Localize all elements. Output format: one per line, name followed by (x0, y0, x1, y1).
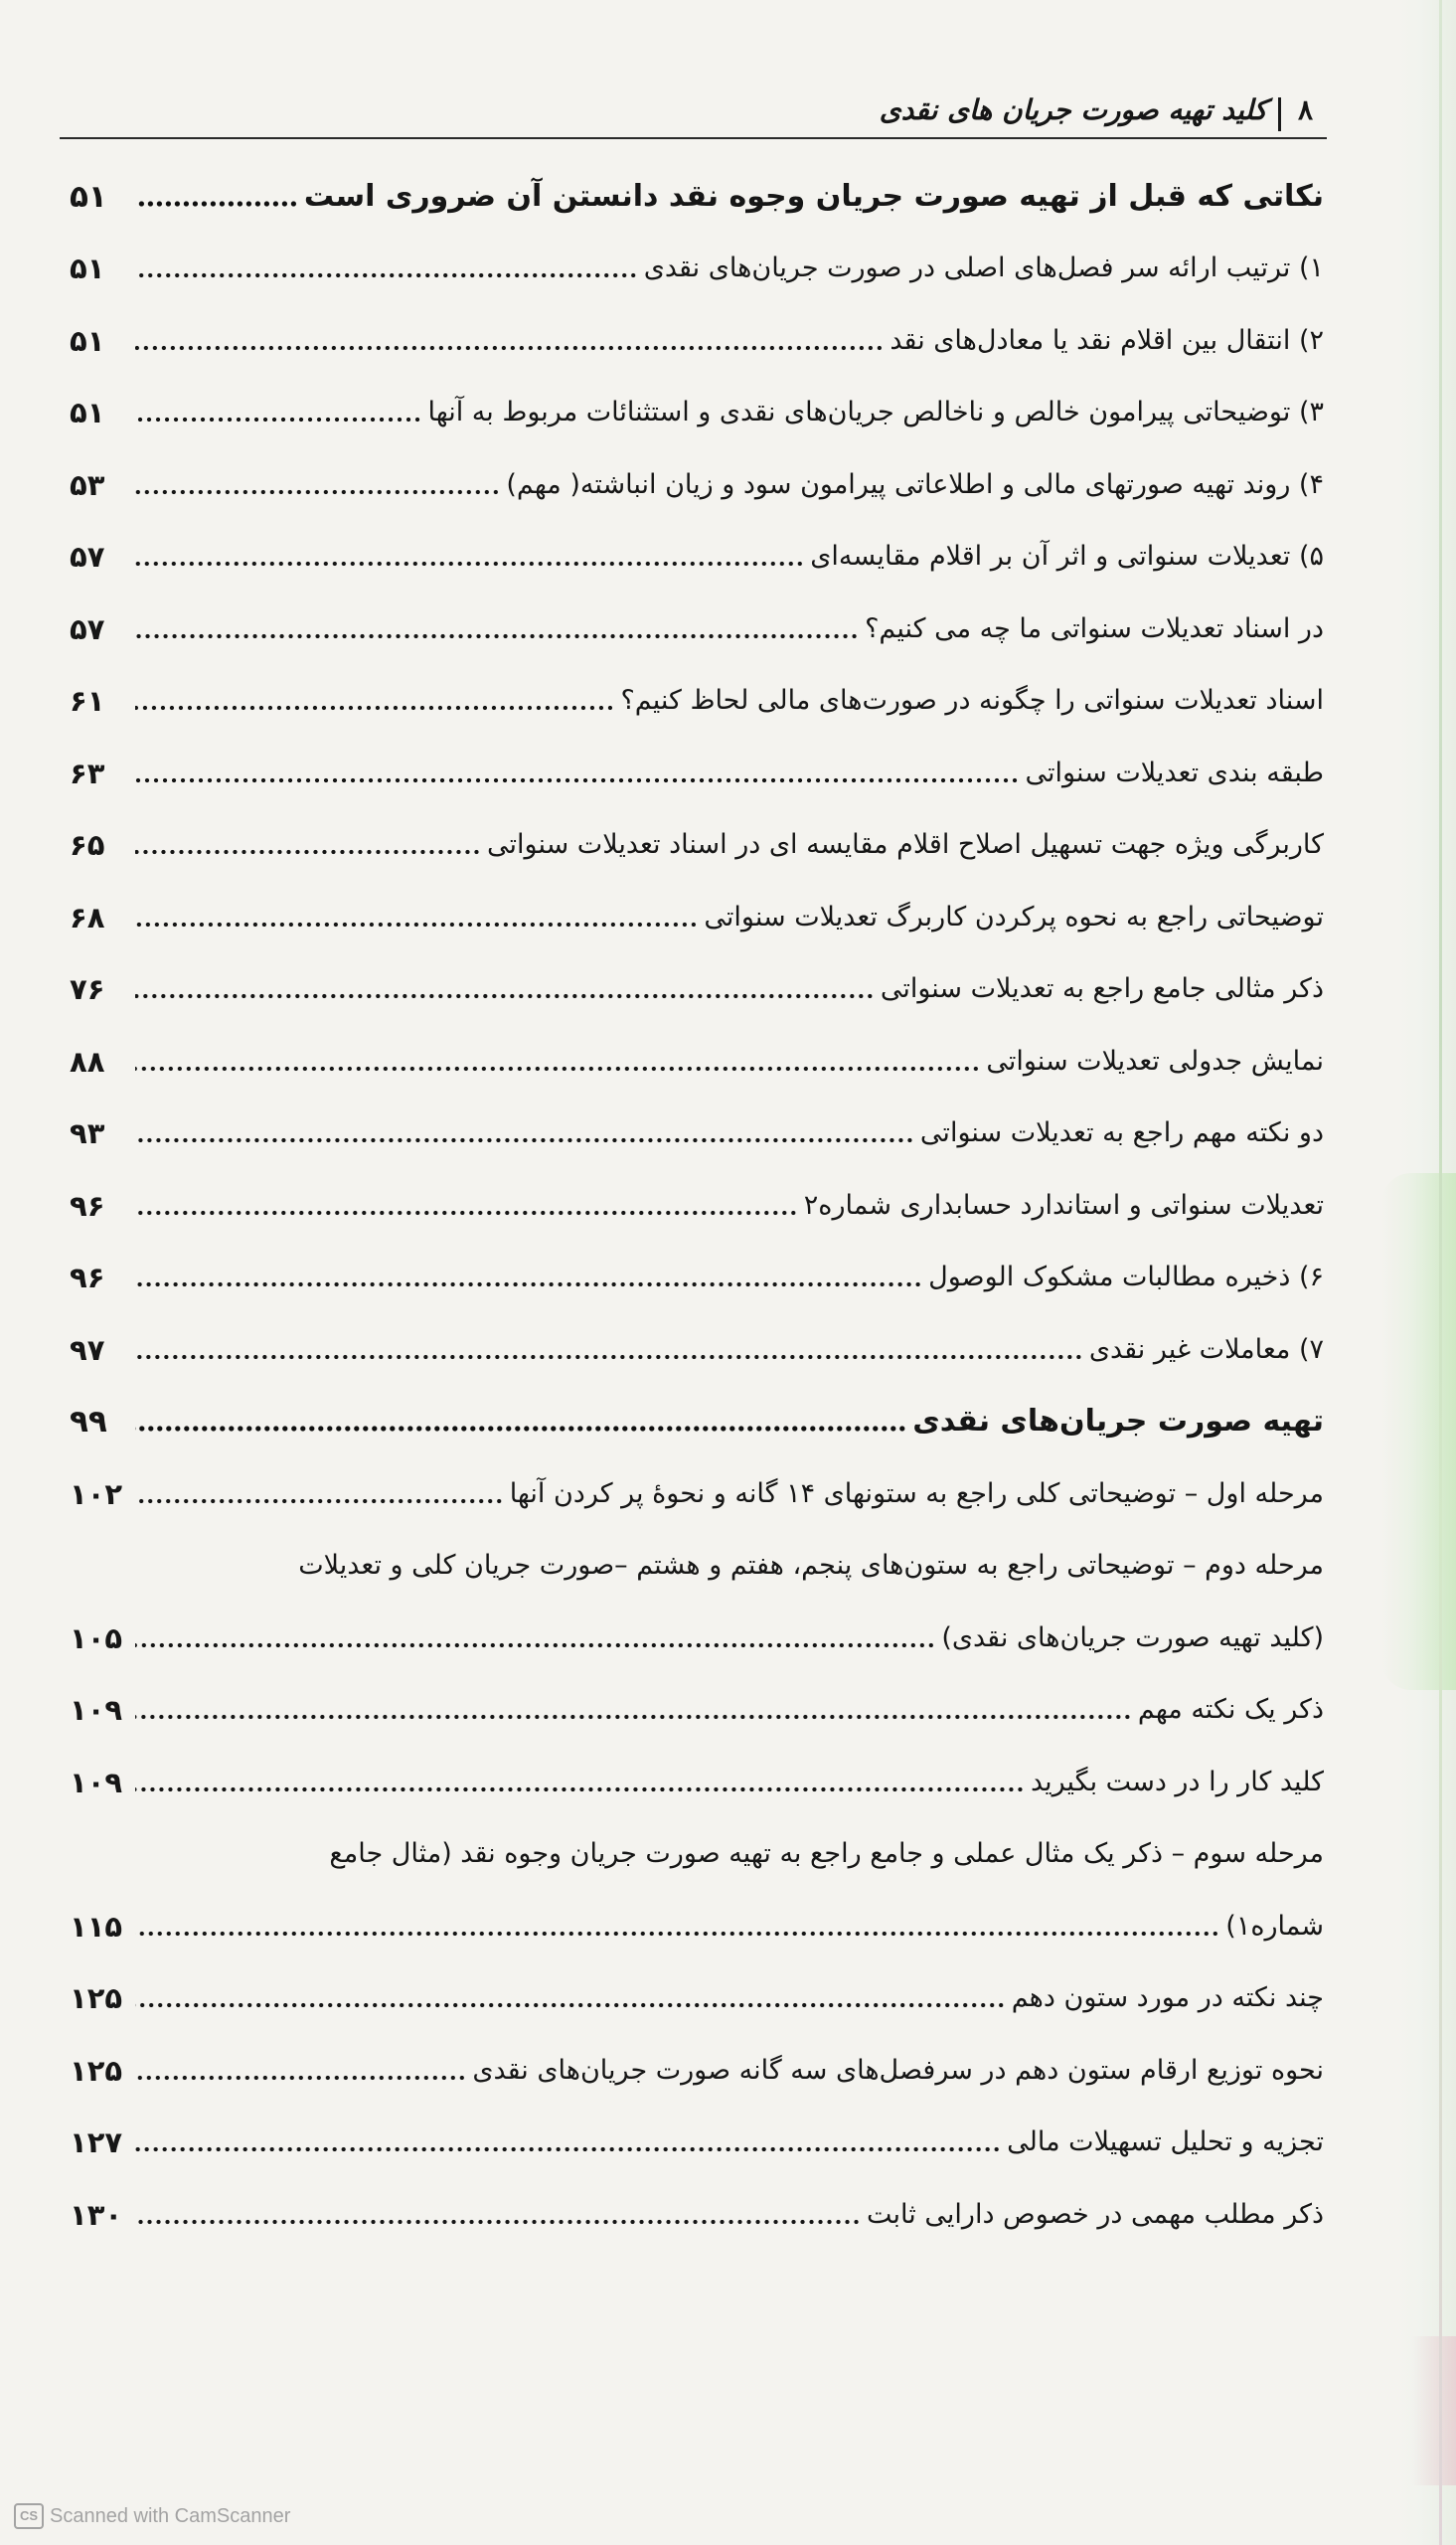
toc-entry (70, 1451, 1324, 1524)
toc-page-number: ۶۳ (70, 756, 105, 790)
toc-section-heading (70, 1380, 1324, 1452)
running-title: کلید تهیه صورت جریان های نقدی (879, 93, 1267, 126)
toc-page-number: ۹۹ (70, 1404, 107, 1440)
toc-page-number: ۱۲۵ (70, 2053, 123, 2088)
toc-entry-title: ۶) ذخیره مطالبات مشکوک الوصول (928, 1262, 1324, 1292)
dot-leader (135, 1642, 935, 1648)
header-separator (1278, 97, 1281, 131)
toc-page-number: ۵۷ (70, 540, 105, 574)
toc-entry (70, 875, 1324, 947)
toc-page-number: ۱۱۵ (70, 1909, 123, 1944)
toc-entry-title: ذکر مثالی جامع راجع به تعدیلات سنواتی (880, 973, 1324, 1004)
toc-page-number: ۵۳ (70, 467, 105, 502)
toc-entry-title: دو نکته مهم راجع به تعدیلات سنواتی (919, 1117, 1324, 1148)
toc-entry (70, 1524, 1324, 1597)
dot-leader (135, 417, 422, 423)
toc-entry-title: ۳) توضیحاتی پیرامون خالص و ناخالص جریان‌های نقدی و استثنائات مربوط به آنها (427, 397, 1324, 427)
toc-page-number: ۶۸ (70, 900, 105, 934)
toc-entry (70, 1812, 1324, 1885)
toc-entry-title: در اسناد تعدیلات سنواتی ما چه می کنیم؟ (865, 612, 1324, 644)
dot-leader (135, 345, 884, 351)
toc-page-number: ۱۰۹ (70, 1765, 123, 1799)
toc-entry-title: مرحله سوم – ذکر یک مثال عملی و جامع راجع به تهیه صورت جریان وجوه نقد (مثال جامع (329, 1838, 1324, 1869)
dot-leader (135, 1786, 1025, 1792)
toc-section-heading (70, 154, 1324, 227)
toc-page-number: ۵۷ (70, 611, 105, 646)
dot-leader (135, 561, 804, 567)
dot-leader (135, 633, 859, 639)
dot-leader (135, 922, 698, 928)
toc-entry (70, 2172, 1324, 2245)
toc-entry (70, 2028, 1324, 2101)
toc-entry (70, 1307, 1324, 1380)
toc-entry-title: ۵) تعدیلات سنواتی و اثر آن بر اقلام مقایسه‌ای (810, 541, 1324, 572)
dot-leader (135, 993, 875, 999)
toc-entry-title: نمایش جدولی تعدیلات سنواتی (986, 1045, 1324, 1077)
dot-leader (135, 777, 1020, 783)
dot-leader (135, 1426, 906, 1432)
toc-page-number: ۵۱ (70, 323, 105, 358)
watermark-text: Scanned with CamScanner (50, 2504, 291, 2527)
toc-page-number: ۶۵ (70, 828, 105, 862)
dot-leader (135, 1281, 922, 1287)
toc-entry (70, 1092, 1324, 1164)
toc-entry-title: ذکر یک نکته مهم (1137, 1694, 1324, 1725)
toc-entry-title: کلید کار را در دست بگیرید (1030, 1766, 1324, 1797)
toc-page-number: ۱۰۹ (70, 1693, 123, 1727)
dot-leader (135, 2219, 861, 2225)
toc-page-number: ۱۰۵ (70, 1620, 123, 1655)
toc-entry (70, 803, 1324, 876)
toc-entry-title: مرحله اول – توضیحاتی کلی راجع به ستونهای ۱۴ گانه و نحوهٔ پر کردن آنها (509, 1477, 1324, 1509)
dot-leader (135, 1714, 1132, 1720)
dot-leader (135, 1210, 798, 1216)
toc-entry (70, 298, 1324, 371)
dot-leader (135, 2146, 1001, 2152)
toc-entry (70, 1740, 1324, 1812)
dot-leader (135, 849, 481, 855)
toc-entry-title: تهیه صورت جریان‌های نقدی (912, 1404, 1324, 1439)
toc-entry-title: ۷) معاملات غیر نقدی (1088, 1333, 1324, 1365)
toc-page-number: ۵۱ (70, 178, 107, 215)
toc-page-number: ۱۲۷ (70, 2125, 123, 2159)
toc-page-number: ۱۰۲ (70, 1476, 123, 1511)
scan-stain-green (1381, 1173, 1456, 1690)
dot-leader (135, 1931, 1219, 1937)
toc-entry-title: اسناد تعدیلات سنواتی را چگونه در صورت‌های مالی لحاظ کنیم؟ (620, 685, 1324, 716)
page-number: ۸ (1297, 93, 1313, 126)
header-rule (60, 137, 1327, 139)
dot-leader (135, 1066, 980, 1072)
toc-entry (70, 1956, 1324, 2029)
toc-entry (70, 227, 1324, 299)
table-of-contents (70, 154, 1324, 2245)
dot-leader (135, 489, 500, 495)
toc-page-number: ۵۱ (70, 252, 105, 285)
toc-entry-title: مرحله دوم – توضیحاتی راجع به ستون‌های پنجم، هفتم و هشتم –صورت جریان کلی و تعدیلات (298, 1550, 1324, 1581)
running-header (60, 89, 1327, 135)
dot-leader (135, 2002, 1006, 2008)
toc-entry (70, 659, 1324, 732)
toc-entry (70, 731, 1324, 803)
toc-entry-title: ۴) روند تهیه صورتهای مالی و اطلاعاتی پیرامون سود و زیان انباشته( مهم) (506, 468, 1324, 500)
toc-page-number: ۹۶ (70, 1261, 105, 1294)
scanner-watermark (14, 2503, 290, 2529)
toc-page-number: ۱۳۰ (70, 2197, 123, 2232)
dot-leader (135, 1354, 1083, 1360)
toc-entry-title: ۲) انتقال بین اقلام نقد یا معادل‌های نقد (890, 324, 1324, 356)
scan-stain-pink (1411, 2336, 1456, 2485)
toc-page-number: ۵۱ (70, 396, 105, 429)
dot-leader (135, 705, 614, 711)
toc-entry (70, 371, 1324, 443)
toc-entry (70, 1668, 1324, 1741)
toc-entry (70, 2101, 1324, 2173)
toc-page-number: ۱۲۵ (70, 1981, 123, 2015)
toc-entry-title: ۱) ترتیب ارائه سر فصل‌های اصلی در صورت جریان‌های نقدی (643, 253, 1324, 283)
toc-entry (70, 1163, 1324, 1236)
toc-page-number: ۹۳ (70, 1116, 105, 1150)
toc-entry (70, 1236, 1324, 1308)
toc-entry (70, 587, 1324, 659)
dot-leader (135, 1498, 504, 1504)
toc-page-number: ۷۶ (70, 972, 105, 1006)
toc-entry-title: (کلید تهیه صورت جریان‌های نقدی) (941, 1621, 1324, 1653)
page-edge (1439, 0, 1442, 2545)
toc-entry-title: توضیحاتی راجع به نحوه پرکردن کاربرگ تعدیلات سنواتی (704, 901, 1324, 933)
toc-page-number: ۹۶ (70, 1188, 105, 1223)
toc-entry-title: تعدیلات سنواتی و استاندارد حسابداری شماره۲ (803, 1189, 1324, 1221)
dot-leader (135, 2075, 466, 2081)
dot-leader (135, 1137, 914, 1143)
toc-entry (70, 1596, 1324, 1668)
toc-entry (70, 1884, 1324, 1956)
toc-entry-title: نکاتی که قبل از تهیه صورت جریان وجوه نقد دانستن آن ضروری است (303, 178, 1324, 214)
toc-entry-title: نحوه توزیع ارقام ستون دهم در سرفصل‌های سه گانه صورت جریان‌های نقدی (472, 2054, 1324, 2086)
toc-entry-title: شماره۱) (1225, 1910, 1324, 1942)
dot-leader (135, 201, 298, 207)
camscanner-logo-icon: CS (14, 2503, 44, 2529)
dot-leader (135, 272, 638, 278)
toc-entry (70, 515, 1324, 588)
toc-entry (70, 442, 1324, 515)
toc-entry-title: کاربرگی ویژه جهت تسهیل اصلاح اقلام مقایسه ای در اسناد تعدیلات سنواتی (486, 829, 1324, 860)
toc-entry-title: ذکر مطلب مهمی در خصوص دارایی ثابت (867, 2198, 1324, 2230)
toc-entry (70, 1019, 1324, 1092)
toc-page-number: ۸۸ (70, 1044, 105, 1079)
toc-entry-title: چند نکته در مورد ستون دهم (1011, 1982, 1324, 2013)
toc-entry-title: تجزیه و تحلیل تسهیلات مالی (1007, 2126, 1324, 2157)
toc-entry (70, 947, 1324, 1020)
toc-entry-title: طبقه بندی تعدیلات سنواتی (1025, 757, 1324, 788)
toc-page-number: ۶۱ (70, 684, 105, 718)
toc-page-number: ۹۷ (70, 1332, 105, 1367)
